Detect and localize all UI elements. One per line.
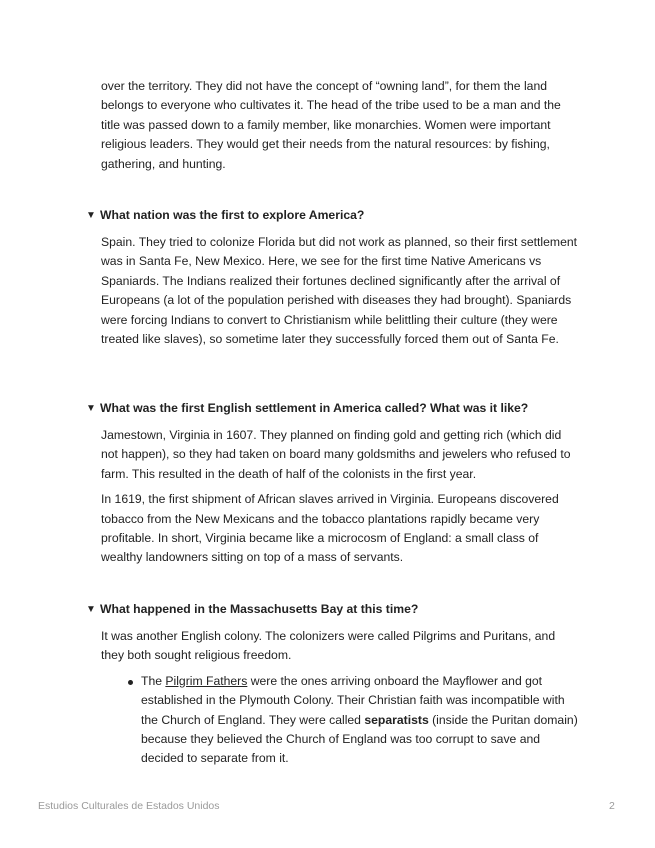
footer-title: Estudios Culturales de Estados Unidos bbox=[38, 800, 220, 812]
bold-term: separatists bbox=[364, 712, 429, 727]
toggle-question: What happened in the Massachusetts Bay at this time? bbox=[100, 602, 419, 616]
toggle-question: What was the first English settlement in America called? What was it like? bbox=[100, 401, 529, 415]
answer-paragraph: Jamestown, Virginia in 1607. They planned on finding gold and getting rich (which did not happen), so they had taken on board many goldsmiths and jewelers who refused to farm. This resulted in the death of half of the colonists in the first year. bbox=[101, 428, 571, 481]
bullet-list bbox=[101, 672, 578, 769]
toggle-question: What nation was the first to explore America? bbox=[100, 208, 365, 222]
toggle-section-massachusetts-bay bbox=[86, 600, 586, 769]
bullet-text-post: (inside the Puritan domain) because they believed the Church of England was too corrupt to save and decided to separate from it. bbox=[141, 712, 578, 766]
bullet-icon bbox=[128, 680, 133, 685]
footer-page-number: 2 bbox=[609, 800, 615, 812]
answer-paragraph: Spain. They tried to colonize Florida but did not work as planned, so their first settlement was in Santa Fe, New Mexico. Here, we see for the first time Native Americans vs Spaniards. The Indians realized their fortunes declined significantly after the arrival of Europeans (a lot of the population perished with diseases they had brought). Spaniards were forcing Indians to convert to Christianism while belittling their culture (they were treated like slaves), so sometime later they successfully forced them out of Santa Fe. bbox=[101, 235, 578, 347]
toggle-triangle-icon[interactable]: ▼ bbox=[86, 210, 96, 221]
toggle-section-first-explorers bbox=[86, 206, 586, 349]
answer-paragraph: It was another English colony. The colonizers were called Pilgrims and Puritans, and they both sought religious freedom. bbox=[101, 629, 556, 663]
toggle-header[interactable] bbox=[86, 206, 586, 225]
bullet-text-pre: The bbox=[141, 673, 166, 688]
list-item bbox=[101, 672, 578, 769]
toggle-header[interactable] bbox=[86, 399, 586, 418]
toggle-triangle-icon[interactable]: ▼ bbox=[86, 403, 96, 414]
answer-paragraph: In 1619, the first shipment of African slaves arrived in Virginia. Europeans discovered tobacco from the New Mexicans and the tobacco plantations rapidly became very profitable. In short, Virginia became like a microcosm of England: a small class of wealthy landowners sitting on top of a mass of servants. bbox=[101, 492, 559, 565]
intro-paragraph: over the territory. They did not have the concept of “owning land”, for them the land belongs to everyone who cultivates it. The head of the tribe used to be a man and the title was passed down to a family member, like monarchies. Women were important religious leaders. They would get their needs from the natural resources: by fishing, gathering, and hunting. bbox=[101, 79, 561, 171]
toggle-body bbox=[101, 233, 578, 349]
toggle-triangle-icon[interactable]: ▼ bbox=[86, 604, 96, 615]
toggle-body bbox=[101, 627, 578, 769]
bullet-text-mid: were the ones arriving onboard the Mayflower and got established in the Plymouth Colony. Their Christian faith was incompatible with the Church of England. They were called bbox=[141, 673, 565, 727]
toggle-body bbox=[101, 426, 578, 568]
toggle-header[interactable] bbox=[86, 600, 586, 619]
pilgrim-fathers-link[interactable]: Pilgrim Fathers bbox=[165, 673, 248, 688]
toggle-section-english-settlement bbox=[86, 399, 586, 568]
